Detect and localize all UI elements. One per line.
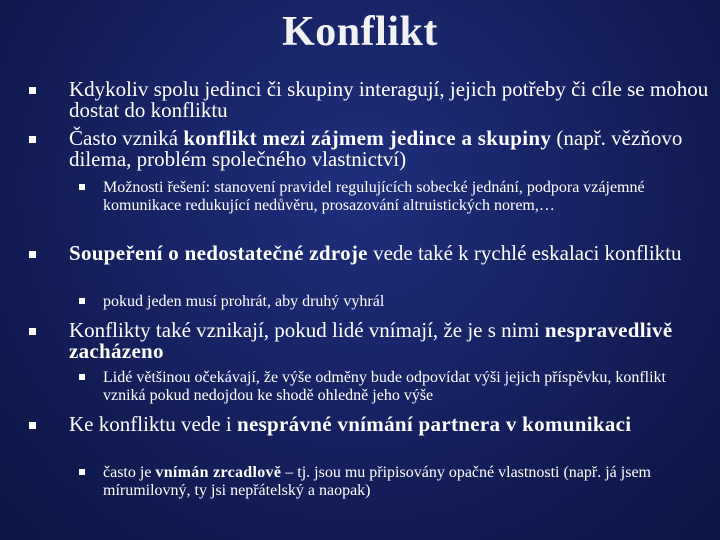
sub-bullet-text-post: – tj. jsou mu připisovány opačné vlastnosti (např. já jsem mírumilovný, ty jsi nepřátelský a naopak) [103, 464, 651, 499]
bullet-text-bold: nesprávné vnímání partnera v komunikaci [236, 412, 632, 436]
square-bullet-icon [79, 469, 85, 475]
square-bullet-icon [29, 87, 36, 94]
sub-bullet-item-4 [103, 464, 683, 500]
sub-bullet-text: pokud jeden musí prohrát, aby druhý vyhrál [103, 293, 385, 310]
sub-bullet-text-bold: vnímán zrcadlově [155, 464, 282, 481]
bullet-text-pre: Ke konfliktu vede i [69, 412, 237, 436]
square-bullet-icon [79, 374, 85, 380]
sub-bullet-text: Možnosti řešení: stanovení pravidel regulujících sobecké jednání, podpora vzájemné komunikace redukující nedůvěru, prosazování altruistických norem,… [103, 179, 645, 214]
square-bullet-icon [79, 298, 85, 304]
bullet-text-bold: Soupeření o nedostatečné zdroje [69, 241, 368, 265]
square-bullet-icon [29, 251, 36, 258]
bullet-text-post: (např. vězňovo dilema, problém společného vlastnictví) [69, 126, 683, 171]
sub-bullet-text: Lidé většinou očekávají, že výše odměny bude odpovídat výši jejich příspěvku, konflikt vzniká pokud nedojdou ke shodě ohledně jeho výše [103, 369, 666, 404]
sub-bullet-item-3 [103, 369, 683, 405]
bullet-text-bold: nespravedlivě zacházeno [69, 318, 673, 363]
sub-bullet-item-1 [103, 179, 683, 215]
bullet-text: Kdykoliv spolu jedinci či skupiny interagují, jejich potřeby či cíle se mohou dostat do konfliktu [69, 77, 709, 122]
square-bullet-icon [29, 422, 36, 429]
sub-bullet-item-2 [103, 293, 683, 311]
bullet-item-2 [69, 128, 709, 170]
bullet-item-3 [69, 243, 709, 264]
bullet-text-pre: Často vzniká [69, 126, 184, 150]
bullet-text-bold: konflikt mezi zájmem jedince a skupiny [183, 126, 552, 150]
bullet-text-pre: Konflikty také vznikají, pokud lidé vnímají, že je s nimi [69, 318, 545, 342]
bullet-item-4 [69, 320, 709, 362]
square-bullet-icon [29, 136, 36, 143]
sub-bullet-text-pre: často je [103, 464, 156, 481]
bullet-item-5 [69, 414, 709, 435]
bullet-item-1 [69, 79, 709, 121]
slide-title: Konflikt [282, 9, 438, 55]
square-bullet-icon [29, 328, 36, 335]
bullet-text-post: vede také k rychlé eskalaci konfliktu [367, 241, 682, 265]
square-bullet-icon [79, 184, 85, 190]
